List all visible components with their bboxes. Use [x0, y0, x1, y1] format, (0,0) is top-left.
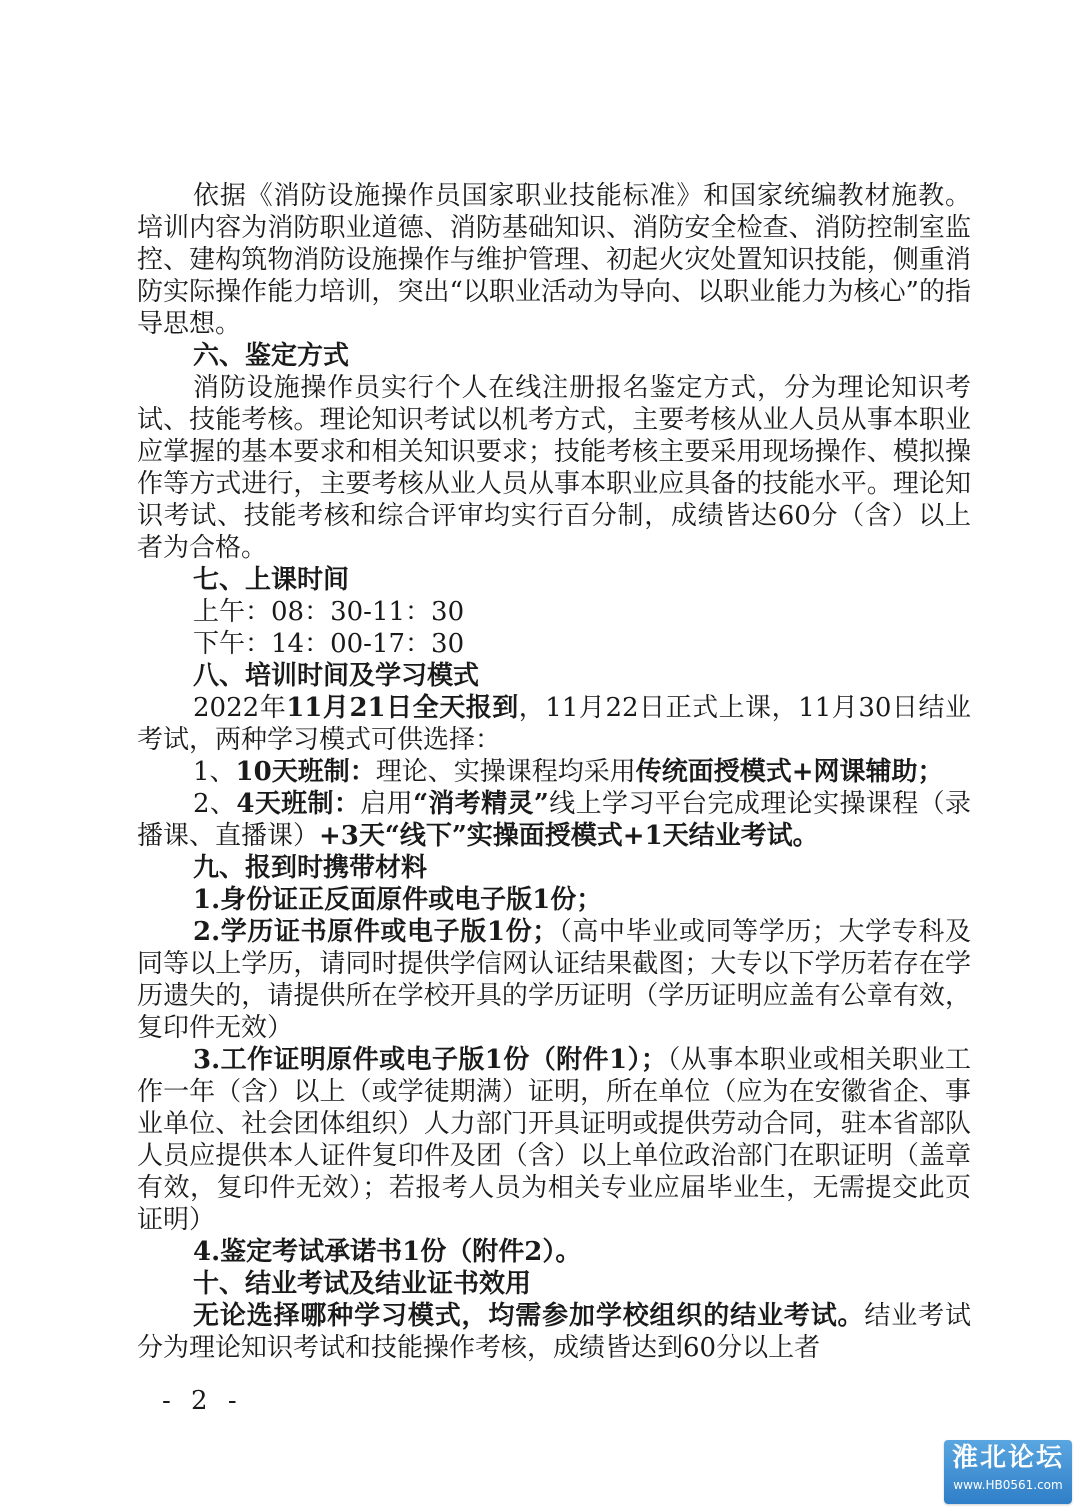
- section-8-option-2: [137, 788, 971, 852]
- watermark-url: www.HB0561.com: [953, 1478, 1063, 1492]
- watermark-title: 淮北论坛: [951, 1443, 1064, 1473]
- section-8-report-date: 11月21日全天报到: [286, 693, 519, 723]
- option-2-mode: +3天“线下”实操面授模式+1天结业考试。: [319, 821, 819, 851]
- section-10-body: [137, 1300, 971, 1364]
- item-3-title: 3.工作证明原件或电子版1份（附件1）；: [193, 1045, 667, 1075]
- option-1-mode: 传统面授模式+网课辅助；: [635, 757, 944, 787]
- section-9-item-2: [137, 916, 971, 1044]
- section-7-afternoon: 下午：14：00-17：30: [193, 629, 465, 659]
- section-9-item-4: 4.鉴定考试承诺书1份（附件2）。: [193, 1237, 582, 1267]
- section-8-paragraph: [137, 692, 971, 756]
- document-body: [137, 180, 971, 1364]
- forum-watermark: [944, 1440, 1072, 1504]
- item-2-desc: （高中毕业或同等学历；大学专科及同等以上学历，请同时提供学信网认证结果截图；大专以下学历若存在学历遗失的，请提供所在学校开具的学历证明（学历证明应盖有公章有效，复印件无效）: [137, 917, 971, 1043]
- section-8-schedule: ，11月22日正式上课，11月30日结业考试，两种学习模式可供选择：: [137, 693, 971, 755]
- paragraph-basis: 依据《消防设施操作员国家职业技能标准》和国家统编教材施教。培训内容为消防职业道德、消防基础知识、消防安全检查、消防控制室监控、建构筑物消防设施操作与维护管理、初起火灾处置知识技能，侧重消防实际操作能力培训，突出“以职业活动为导向、以职业能力为核心”的指导思想。: [137, 181, 971, 339]
- item-2-title: 2.学历证书原件或电子版1份；: [193, 917, 559, 947]
- section-8-year: 2022年: [193, 693, 287, 723]
- section-9-heading: 九、报到时携带材料: [193, 853, 428, 883]
- section-7-heading: 七、上课时间: [193, 565, 350, 595]
- section-6-heading: 六、鉴定方式: [193, 341, 350, 371]
- section-10-desc: 结业考试分为理论知识考试和技能操作考核，成绩皆达到60分以上者: [137, 1301, 971, 1363]
- section-9-item-1: 1.身份证正反面原件或电子版1份；: [193, 885, 603, 915]
- option-2-number: 2、: [193, 789, 237, 819]
- section-6-body: 消防设施操作员实行个人在线注册报名鉴定方式，分为理论知识考试、技能考核。理论知识考试以机考方式，主要考核从业人员从事本职业应掌握的基本要求和相关知识要求；技能考核主要采用现场操作、模拟操作等方式进行，主要考核从业人员从事本职业应具备的技能水平。理论知识考试、技能考核和综合评审均实行百分制，成绩皆达60分（含）以上者为合格。: [137, 373, 971, 563]
- item-3-desc: （从事本职业或相关职业工作一年（含）以上（或学徒期满）证明，所在单位（应为在安徽省企、事业单位、社会团体组织）人力部门开具证明或提供劳动合同，驻本省部队人员应提供本人证件复印件及团（含）以上单位政治部门在职证明（盖章有效，复印件无效）；若报考人员为相关专业应届毕业生，无需提交此页证明）: [137, 1045, 971, 1235]
- section-7-morning: 上午：08：30-11：30: [193, 597, 465, 627]
- section-10-heading: 十、结业考试及结业证书效用: [193, 1269, 532, 1299]
- option-2-platform-desc: 线上学习平台完成理论实操课程（录播课、直播课）: [137, 789, 971, 851]
- section-8-option-1: [137, 756, 971, 788]
- option-2-platform: “消考精灵”: [413, 789, 549, 819]
- option-1-desc: 理论、实操课程均采用: [375, 757, 636, 787]
- section-8-heading: 八、培训时间及学习模式: [193, 661, 480, 691]
- option-1-number: 1、: [193, 757, 236, 787]
- option-1-title: 10天班制：: [235, 757, 376, 787]
- section-9-item-3: [137, 1044, 971, 1236]
- option-2-title: 4天班制：: [236, 789, 361, 819]
- page-number: - 2 -: [162, 1386, 243, 1416]
- option-2-desc: 启用: [360, 789, 414, 819]
- section-10-emphasis: 无论选择哪种学习模式，均需参加学校组织的结业考试。: [193, 1301, 865, 1331]
